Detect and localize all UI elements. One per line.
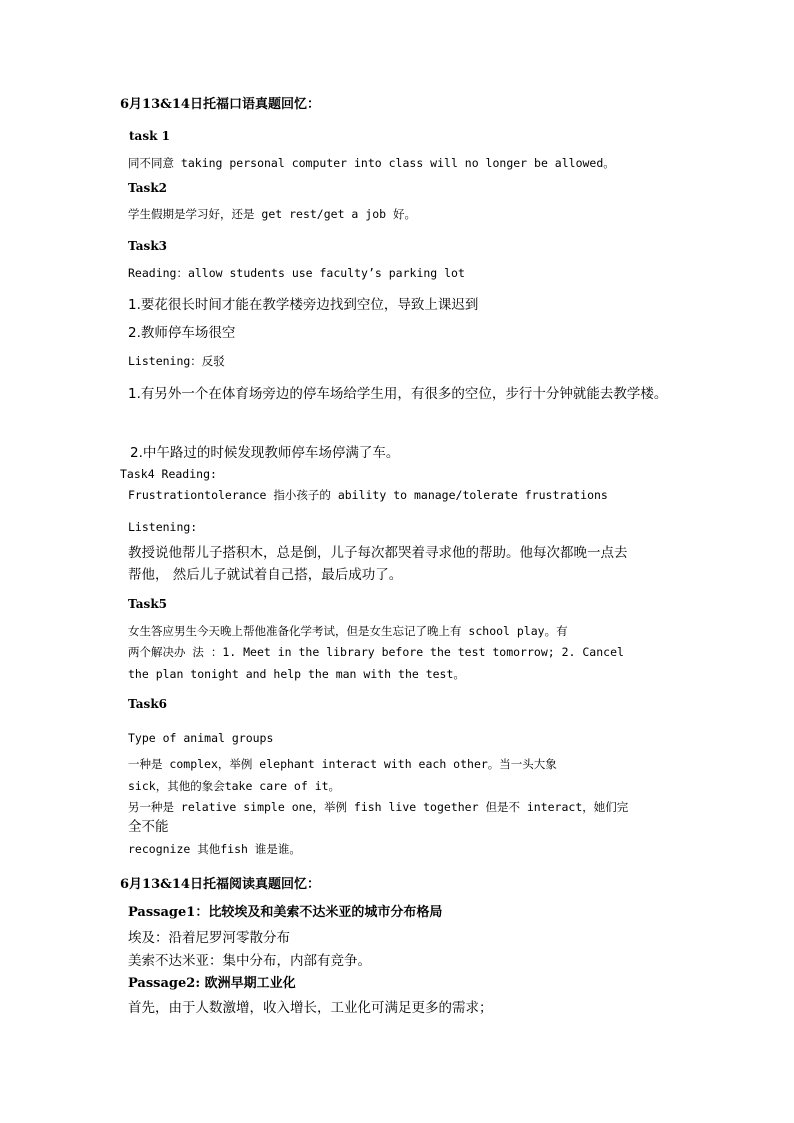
task3-reading-point-1: 1.要花很长时间才能在教学楼旁边找到空位，导致上课迟到	[128, 297, 479, 313]
passage1-line-2: 美索不达米亚：集中分布，内部有竞争。	[128, 953, 371, 969]
passage1-line-1: 埃及：沿着尼罗河零散分布	[128, 930, 290, 946]
task4-listening-line-2: 帮他， 然后儿子就试着自己搭，最后成功了。	[128, 567, 403, 583]
task6-line-5: recognize 其他fish 谁是谁。	[128, 842, 301, 856]
task4-listening: Listening:	[128, 520, 198, 534]
task2-text: 学生假期是学习好，还是 get rest/get a job 好。	[128, 207, 416, 221]
task1-label: task 1	[129, 129, 170, 143]
task6-line-3: 另一种是 relative simple one，举例 fish live together 但是不 interact，她们完	[128, 800, 629, 814]
task3-listening-point-1: 1.有另外一个在体育场旁边的停车场给学生用，有很多的空位，步行十分钟就能去教学楼。	[128, 386, 668, 402]
task6-intro: Type of animal groups	[128, 731, 274, 745]
passage1-title: Passage1：比较埃及和美索不达米亚的城市分布格局	[128, 905, 443, 920]
task5-line-1: 女生答应男生今天晚上帮他准备化学考试，但是女生忘记了晚上有 school play。有	[128, 624, 568, 638]
task3-reading-point-2: 2.教师停车场很空	[128, 325, 236, 341]
passage2-line-1: 首先，由于人数激增，收入增长，工业化可满足更多的需求；	[128, 1000, 493, 1016]
reading-heading: 6月13&14日托福阅读真题回忆：	[120, 877, 320, 892]
task3-listening: Listening：反驳	[128, 354, 225, 368]
task5-label: Task5	[128, 597, 167, 611]
task6-line-4: 全不能	[128, 819, 169, 835]
task3-label: Task3	[128, 239, 167, 253]
task6-line-1: 一种是 complex，举例 elephant interact with each other。当一头大象	[128, 757, 557, 771]
passage2-title: Passage2: 欧洲早期工业化	[128, 976, 296, 991]
task6-label: Task6	[128, 697, 167, 711]
task4-reading: Frustrationtolerance 指小孩子的 ability to manage/tolerate frustrations	[128, 488, 608, 502]
task4-listening-line-1: 教授说他帮儿子搭积木，总是倒，儿子每次都哭着寻求他的帮助。他每次都晚一点去	[128, 545, 628, 561]
task2-label: Task2	[128, 181, 167, 195]
speaking-heading: 6月13&14日托福口语真题回忆：	[120, 97, 320, 112]
task5-line-2: 两个解决办 法 ：1. Meet in the library before the test tomorrow; 2. Cancel	[128, 645, 624, 659]
task6-line-2: sick，其他的象会take care of it。	[128, 779, 341, 793]
task3-listening-point-2: 2.中午路过的时候发现教师停车场停满了车。	[130, 445, 400, 461]
task4-label: Task4 Reading:	[120, 467, 217, 481]
task1-text: 同不同意 taking personal computer into class will no longer be allowed。	[128, 156, 615, 170]
task3-reading: Reading：allow students use faculty’s parking lot	[128, 266, 465, 280]
task5-line-3: the plan tonight and help the man with the test。	[128, 667, 465, 681]
